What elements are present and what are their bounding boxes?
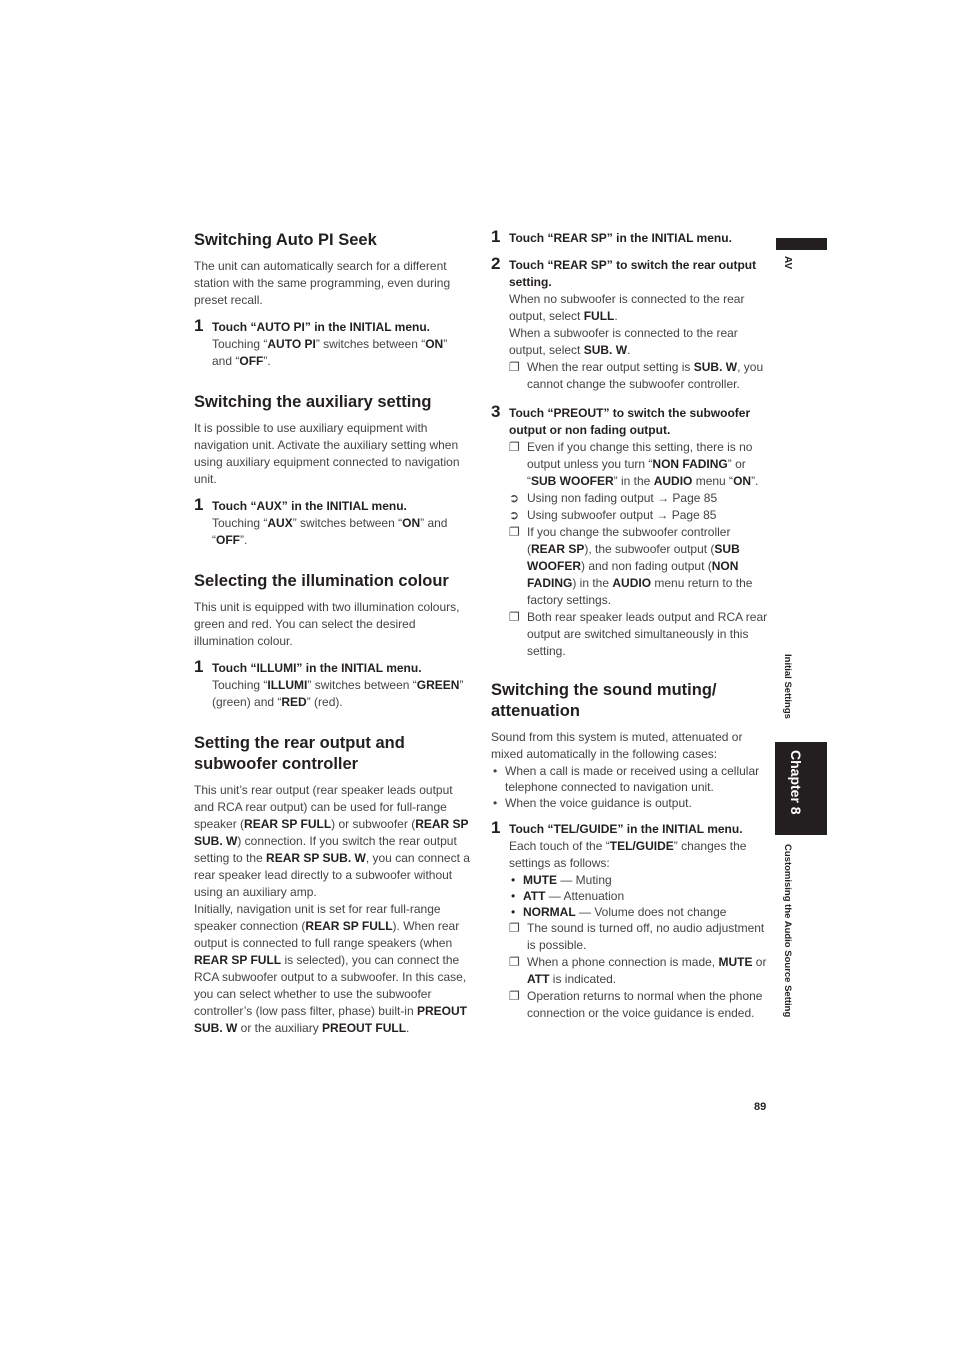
- left-column: [194, 230, 470, 1049]
- reference-arrow-icon: ➲: [509, 508, 520, 522]
- intro-auto-pi: The unit can automatically search for a different station with the same programming, even during preset recall.: [194, 259, 451, 307]
- step-preout: [491, 402, 769, 439]
- section-sound-muting: [491, 680, 769, 1022]
- note-box-icon: ❐: [509, 610, 520, 624]
- step-number: 1: [491, 227, 501, 246]
- heading-sound-muting: Switching the sound muting/ attenuation: [491, 681, 717, 720]
- ref-subwoofer[interactable]: ➲ Using subwoofer output → Page 85: [509, 508, 717, 522]
- page-number: 89: [754, 1101, 767, 1113]
- side-label-av: AV: [782, 256, 793, 270]
- chapter-label: Chapter 8: [788, 750, 804, 815]
- step-tel-guide: [491, 818, 769, 872]
- option-mute: • MUTE — Muting: [511, 873, 612, 887]
- section-illumination: [194, 571, 470, 711]
- step-body: Touching “AUX” switches between “ON” and “OFF”.: [212, 516, 448, 547]
- step-body: Touching “AUTO PI” switches between “ON” and “OFF”.: [212, 337, 448, 368]
- rear-output-para-2: Initially, navigation unit is set for rear full-range speaker connection (REAR SP FULL). When rear output is connected to full range speakers (when REAR SP FULL is selected), you can connect the RCA subwoofer output to a subwoofer. In this case, you can select whether to use the subwoofer controller’s (low pass filter, phase) built-in PREOUT SUB. W or the auxiliary PREOUT FULL.: [194, 902, 467, 1035]
- note-box-icon: ❐: [509, 440, 520, 454]
- option-att: • ATT — Attenuation: [511, 889, 625, 903]
- side-tab-bar: [776, 238, 827, 250]
- section-auto-pi-seek: [194, 230, 470, 370]
- option-normal: • NORMAL — Volume does not change: [511, 905, 727, 919]
- heading-auto-pi-seek: Switching Auto PI Seek: [194, 231, 377, 249]
- side-label-initial-settings: Initial Settings: [782, 654, 793, 719]
- note-box-icon: ❐: [509, 955, 520, 969]
- step-number: 2: [491, 254, 501, 273]
- step-number: 1: [491, 818, 501, 837]
- rear-output-para-1: This unit’s rear output (rear speaker leads output and RCA rear output) can be used for full-range speaker (REAR SP FULL) or subwoofer (REAR SP SUB. W) connection. If you switch the rear output setting to the REAR SP SUB. W, you can connect a rear speaker lead directly to a subwoofer without using an auxiliary amp.: [194, 783, 470, 899]
- section-auxiliary: [194, 392, 470, 549]
- side-label-customising: Customising the Audio Source Setting: [782, 844, 793, 1018]
- step-title: Touch “REAR SP” to switch the rear output setting.: [509, 258, 757, 289]
- step-number: 1: [194, 316, 204, 335]
- step-illumi: [194, 657, 470, 711]
- step-title: Touch “TEL/GUIDE” in the INITIAL menu.: [509, 822, 743, 836]
- note-both-outputs: ❐ Both rear speaker leads output and RCA rear output are switched simultaneously in this setting.: [509, 610, 768, 658]
- intro-illumination: This unit is equipped with two illumination colours, green and red. You can select the desired illumination colour.: [194, 600, 460, 648]
- step-body: Touching “ILLUMI” switches between “GREEN” (green) and “RED” (red).: [212, 678, 464, 709]
- step-title: Touch “AUTO PI” in the INITIAL menu.: [212, 320, 431, 334]
- chapter-tab: [775, 742, 827, 835]
- step-auto-pi: [194, 316, 470, 370]
- step-body: Each touch of the “TEL/GUIDE” changes the settings as follows:: [509, 839, 747, 870]
- right-column: [491, 227, 769, 1034]
- note-box-icon: ❐: [509, 360, 520, 374]
- step-body: When a subwoofer is connected to the rear output, select SUB. W.: [509, 326, 738, 357]
- note-box-icon: ❐: [509, 525, 520, 539]
- intro-sound-muting: Sound from this system is muted, attenuated or mixed automatically in the following cases:: [491, 730, 743, 761]
- step-rear-sp-1: [491, 227, 769, 247]
- list-item: • When a call is made or received using a cellular telephone connected to navigation unit.: [493, 764, 760, 794]
- reference-arrow-icon: ➲: [509, 491, 520, 505]
- note-non-fading: ❐ Even if you change this setting, there is no output unless you turn “NON FADING” or “SUB WOOFER” in the AUDIO menu “ON”.: [509, 440, 759, 488]
- step-aux: [194, 495, 470, 549]
- step-number: 1: [194, 657, 204, 676]
- step-rear-sp-2: [491, 254, 769, 359]
- note-phone-connection: ❐ When a phone connection is made, MUTE or ATT is indicated.: [509, 955, 767, 986]
- ref-non-fading[interactable]: ➲ Using non fading output → Page 85: [509, 491, 718, 505]
- step-title: Touch “REAR SP” in the INITIAL menu.: [509, 231, 732, 245]
- step-title: Touch “ILLUMI” in the INITIAL menu.: [212, 661, 422, 675]
- note-sub-w: ❐ When the rear output setting is SUB. W, you cannot change the subwoofer controller.: [509, 360, 764, 391]
- heading-rear-output: Setting the rear output and subwoofer controller: [194, 734, 405, 773]
- intro-auxiliary: It is possible to use auxiliary equipment with navigation unit. Activate the auxiliary setting when using auxiliary equipment connected to navigation unit.: [194, 421, 460, 486]
- step-title: Touch “PREOUT” to switch the subwoofer output or non fading output.: [509, 406, 751, 437]
- heading-illumination: Selecting the illumination colour: [194, 572, 449, 590]
- step-number: 3: [491, 402, 501, 421]
- list-item: • When the voice guidance is output.: [493, 796, 692, 810]
- step-title: Touch “AUX” in the INITIAL menu.: [212, 499, 407, 513]
- note-box-icon: ❐: [509, 989, 520, 1003]
- heading-auxiliary: Switching the auxiliary setting: [194, 393, 432, 411]
- step-number: 1: [194, 495, 204, 514]
- note-box-icon: ❐: [509, 921, 520, 935]
- note-controller: ❐ If you change the subwoofer controller (REAR SP), the subwoofer output (SUB WOOFER) and non fading output (NON FADING) in the AUDIO menu return to the factory settings.: [509, 525, 753, 607]
- note-operation-returns: ❐ Operation returns to normal when the phone connection or the voice guidance is ended.: [509, 989, 763, 1020]
- note-sound-off: ❐ The sound is turned off, no audio adjustment is possible.: [509, 921, 765, 952]
- step-body: When no subwoofer is connected to the rear output, select FULL.: [509, 292, 745, 323]
- section-rear-output: [194, 733, 470, 1037]
